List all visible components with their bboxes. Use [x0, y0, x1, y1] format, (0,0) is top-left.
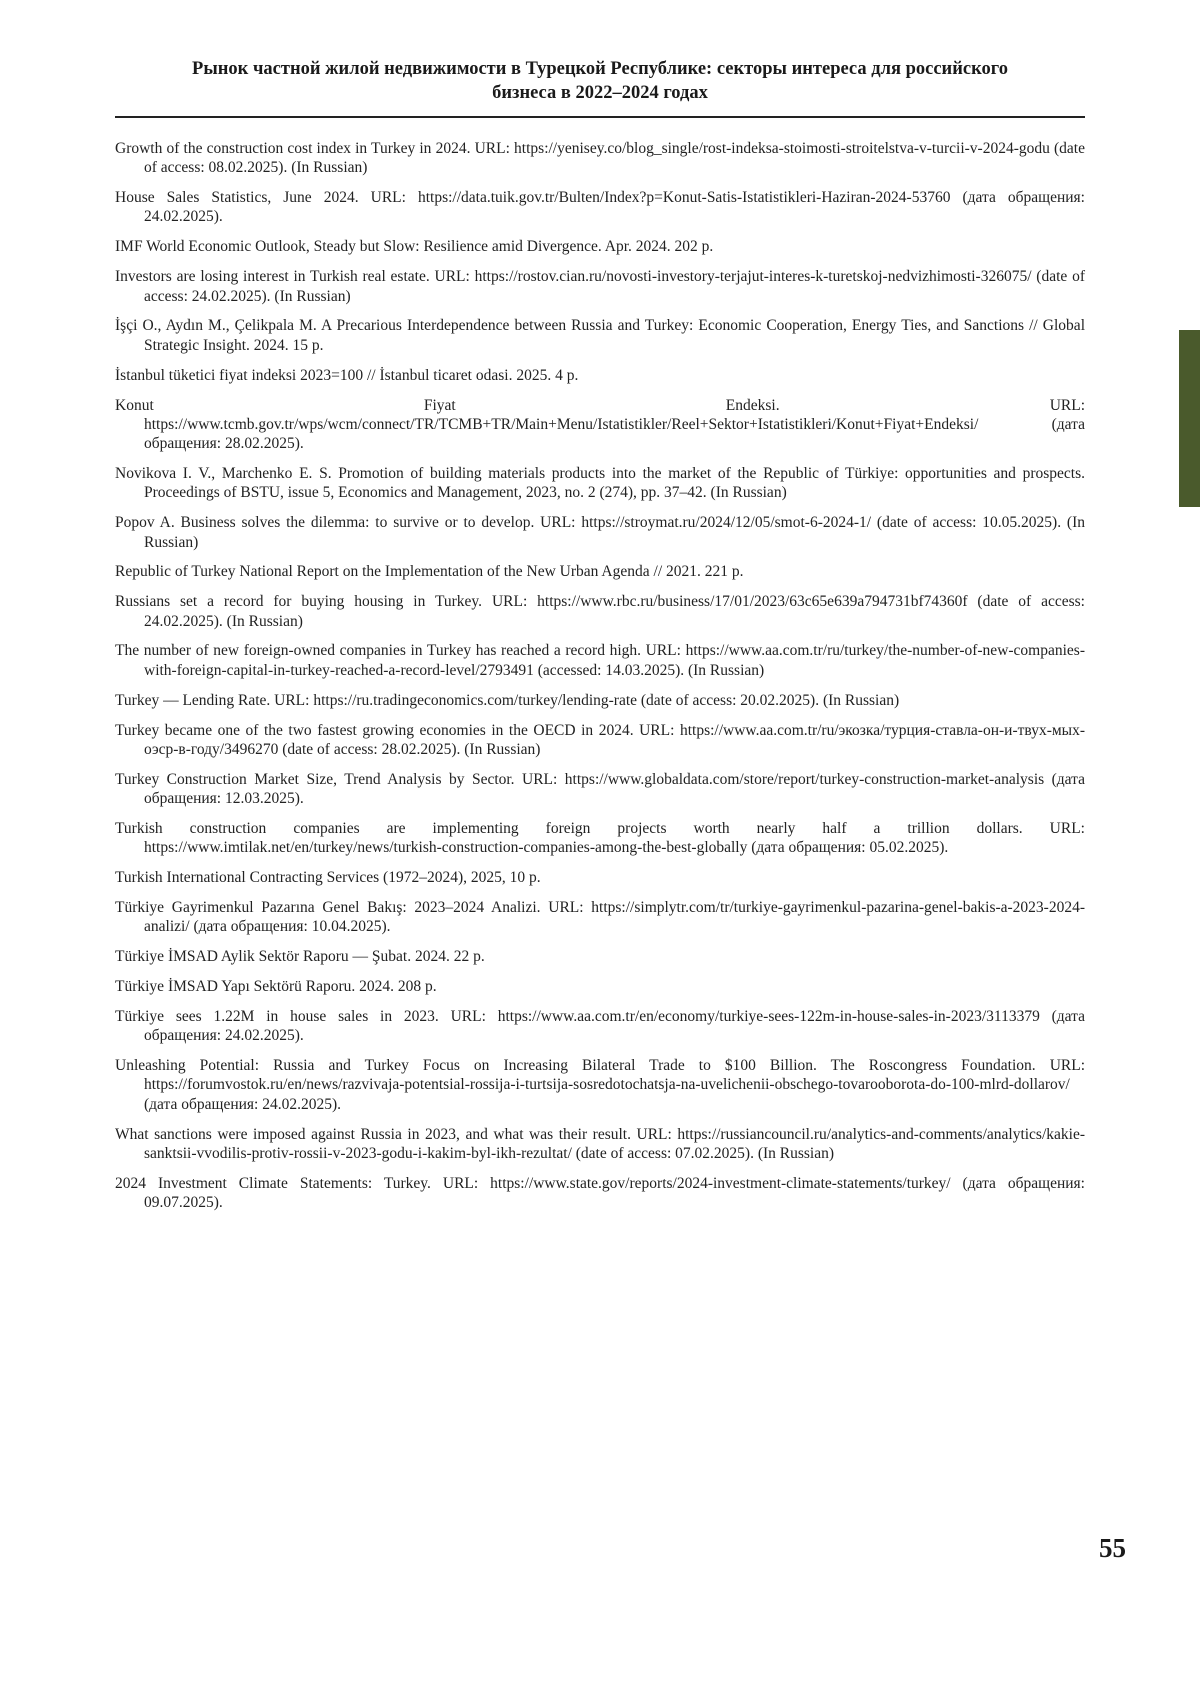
reference-item: Unleashing Potential: Russia and Turkey Focus on Increasing Bilateral Trade to $100 Billion. The Roscongress Foundation. URL: https://forumvostok.ru/en/news/razvivaja-potentsial-rossija-i-turtsija-sosredotochatsja-na-uvelichenii-obschego-tovarooborota-do-100-mlrd-dollarov/ (дата обращения: 24.02.2025). [115, 1057, 1085, 1113]
reference-item: Turkish International Contracting Services (1972–2024), 2025, 10 p. [115, 869, 541, 887]
running-header-line-2: бизнеса в 2022–2024 годах [492, 83, 708, 103]
reference-list [115, 139, 1085, 1223]
reference-item: Konut Fiyat Endeksi. URL: https://www.tcmb.gov.tr/wps/wcm/connect/TR/TCMB+TR/Main+Menu/Istatistikler/Reel+Sektor+Istatistikleri/Konut+Fiyat+Endeksi/ (дата обращения: 28.02.2025). [115, 396, 1085, 453]
reference-item: Novikova I. V., Marchenko E. S. Promotion of building materials products into the market of the Republic of Türkiye: opportunities and prospects. Proceedings of BSTU, issue 5, Economics and Management, 2023, no. 2 (274), pp. 37–42. (In Russian) [115, 465, 1085, 502]
reference-item: Türkiye İMSAD Yapı Sektörü Raporu. 2024. 208 p. [115, 978, 437, 996]
running-header [115, 57, 1085, 105]
reference-item: What sanctions were imposed against Russia in 2023, and what was their result. URL: https://russiancouncil.ru/analytics-and-comments/analytics/kakie-sanktsii-vvodilis-protiv-rossii-v-2023-godu-i-kakim-byl-ikh-rezultat/ (date of access: 07.02.2025). (In Russian) [115, 1125, 1085, 1162]
reference-item: 2024 Investment Climate Statements: Turkey. URL: https://www.state.gov/reports/2024-investment-climate-statements/turkey/ (дата обращения: 09.07.2025). [115, 1174, 1085, 1212]
reference-item: Popov A. Business solves the dilemma: to survive or to develop. URL: https://stroymat.ru/2024/12/05/smot-6-2024-1/ (date of access: 10.05.2025). (In Russian) [115, 514, 1085, 551]
reference-item: Turkey — Lending Rate. URL: https://ru.tradingeconomics.com/turkey/lending-rate (date of access: 20.02.2025). (In Russian) [115, 691, 900, 709]
reference-item: Türkiye Gayrimenkul Pazarına Genel Bakış: 2023–2024 Analizi. URL: https://simplytr.com/tr/turkiye-gayrimenkul-pazarina-genel-bakis-a-2023-2024-analizi/ (дата обращения: 10.04.2025). [115, 899, 1085, 936]
reference-item: IMF World Economic Outlook, Steady but Slow: Resilience amid Divergence. Apr. 2024. 202 p. [115, 238, 714, 256]
reference-item: Türkiye İMSAD Aylik Sektör Raporu — Şubat. 2024. 22 p. [115, 948, 485, 966]
reference-item: Türkiye sees 1.22M in house sales in 2023. URL: https://www.aa.com.tr/en/economy/turkiye-sees-122m-in-house-sales-in-2023/3113379 (дата обращения: 24.02.2025). [115, 1007, 1085, 1045]
section-side-tab [1179, 330, 1200, 507]
reference-item: Investors are losing interest in Turkish real estate. URL: https://rostov.cian.ru/novosti-investory-terjajut-interes-k-turetskoj-nedvizhimosti-326075/ (date of access: 24.02.2025). (In Russian) [115, 268, 1085, 305]
reference-item: The number of new foreign-owned companies in Turkey has reached a record high. URL: https://www.aa.com.tr/ru/turkey/the-number-of-new-companies-with-foreign-capital-in-turkey-reached-a-record-level/2793491 (accessed: 14.03.2025). (In Russian) [115, 642, 1085, 679]
reference-item: Russians set a record for buying housing in Turkey. URL: https://www.rbc.ru/business/17/01/2023/63c65e639a794731bf74360f (date of access: 24.02.2025). (In Russian) [115, 593, 1085, 630]
reference-item: İstanbul tüketici fiyat indeksi 2023=100 // İstanbul ticaret odasi. 2025. 4 p. [115, 366, 579, 384]
reference-item: Republic of Turkey National Report on the Implementation of the New Urban Agenda // 2021. 221 p. [115, 563, 744, 581]
header-divider [115, 116, 1085, 118]
reference-item: House Sales Statistics, June 2024. URL: https://data.tuik.gov.tr/Bulten/Index?p=Konut-Satis-Istatistikleri-Haziran-2024-53760 (дата обращения: 24.02.2025). [115, 189, 1085, 226]
page-number: 55 [1099, 1533, 1126, 1563]
reference-item: İşçi O., Aydın M., Çelikpala M. A Precarious Interdependence between Russia and Turkey: Economic Cooperation, Energy Ties, and Sanctions // Global Strategic Insight. 2024. 15 p. [115, 317, 1085, 354]
reference-item: Turkish construction companies are implementing foreign projects worth nearly half a trillion dollars. URL: https://www.imtilak.net/en/turkey/news/turkish-construction-companies-among-the-best-globally (дата обращения: 05.02.2025). [115, 819, 1085, 857]
running-header-line-1: Рынок частной жилой недвижимости в Турецкой Республике: секторы интереса для российского [192, 59, 1008, 79]
reference-item: Growth of the construction cost index in Turkey in 2024. URL: https://yenisey.co/blog_single/rost-indeksa-stoimosti-stroitelstva-v-turcii-v-2024-godu (date of access: 08.02.2025). (In Russian) [115, 140, 1085, 177]
reference-item: Turkey became one of the two fastest growing economies in the OECD in 2024. URL: https://www.aa.com.tr/ru/экозка/турция-ставла-он-и-твух-мых-оэср-в-году/3496270 (date of access: 28.02.2025). (In Russian) [115, 721, 1085, 758]
reference-item: Turkey Construction Market Size, Trend Analysis by Sector. URL: https://www.globaldata.com/store/report/turkey-construction-market-analysis (дата обращения: 12.03.2025). [115, 770, 1085, 808]
